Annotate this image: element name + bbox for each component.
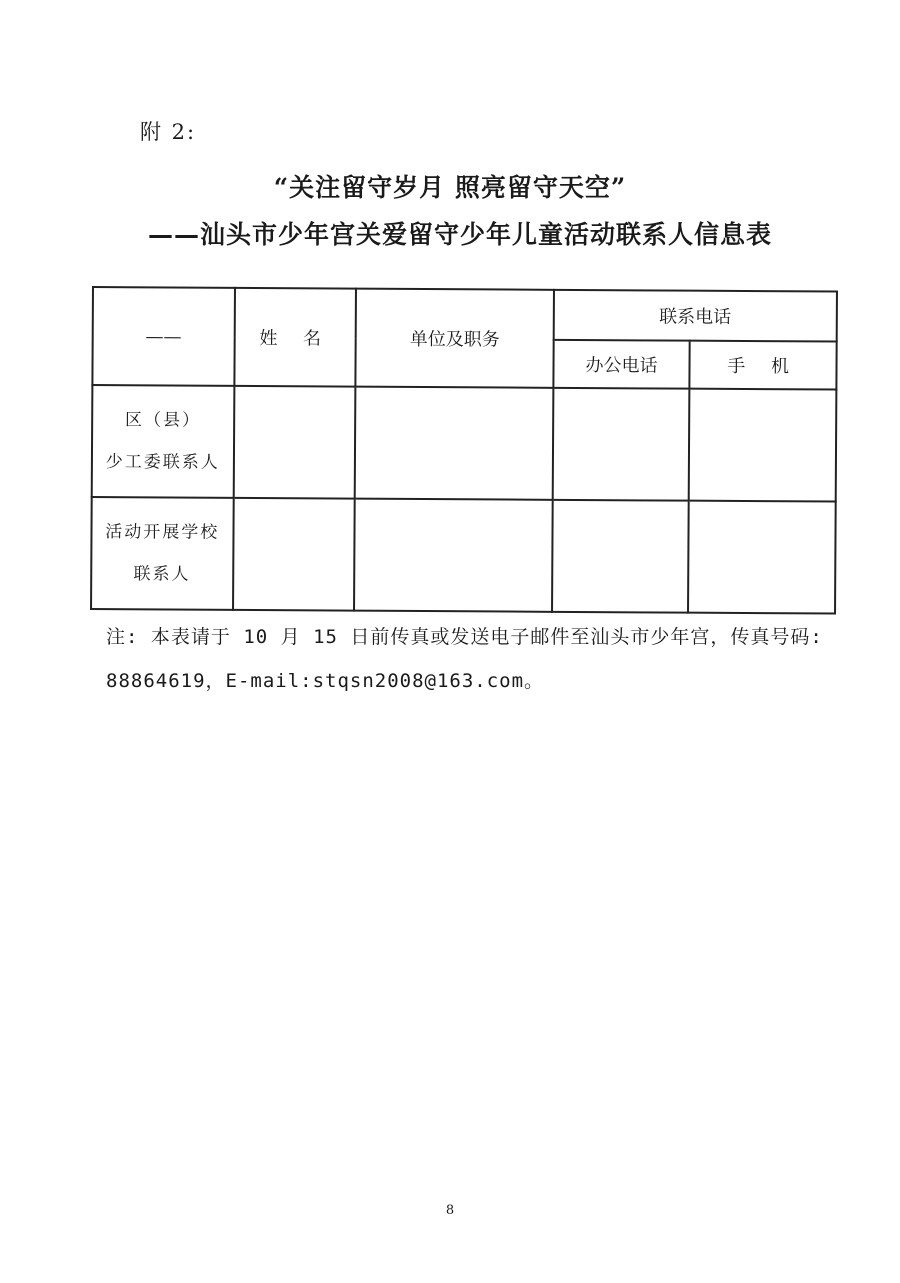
header-name-cell <box>234 288 356 387</box>
row-label-line2: 少工委联系人 <box>105 452 220 473</box>
header-unit-position-cell <box>356 289 554 388</box>
header-contact-phone-cell <box>553 290 837 342</box>
mobile-field-cell[interactable] <box>689 389 836 502</box>
table-header-row <box>93 287 837 342</box>
note-line-1: 注: 本表请于 10 月 15 日前传真或发送电子邮件至汕头市少年宫，传真号码: <box>106 626 823 648</box>
page-number: 8 <box>445 1203 455 1218</box>
office-phone-field-cell[interactable] <box>552 500 689 613</box>
name-field-cell[interactable] <box>233 498 355 611</box>
mobile-field-cell[interactable] <box>688 501 835 614</box>
table-row <box>92 385 837 502</box>
row-label-line2: 联系人 <box>133 564 191 585</box>
name-field-cell[interactable] <box>233 386 355 499</box>
attachment-label: 附 2: <box>140 120 197 144</box>
document-title-line-2: ——汕头市少年宫关爱留守少年儿童活动联系人信息表 <box>147 220 772 249</box>
header-name: 姓 名 <box>259 328 332 350</box>
row-label-cell <box>91 497 233 610</box>
contact-info-table <box>90 286 838 615</box>
table-row <box>91 497 836 614</box>
header-mobile: 手 机 <box>727 355 800 378</box>
office-phone-field-cell[interactable] <box>552 388 689 501</box>
unit-position-field-cell[interactable] <box>354 499 552 612</box>
header-contact-phone: 联系电话 <box>659 306 732 328</box>
header-office-phone: 办公电话 <box>585 355 658 377</box>
table-corner-cell <box>92 287 234 386</box>
unit-position-field-cell[interactable] <box>355 387 553 500</box>
document-title-line-1: “关注留守岁月 照亮留守天空” <box>273 173 627 202</box>
header-office-phone-cell <box>553 340 690 389</box>
corner-label: —— <box>145 325 182 348</box>
header-unit-position: 单位及职务 <box>409 328 500 351</box>
row-label-line1: 活动开展学校 <box>105 522 220 543</box>
note-line-2: 88864619，E-mail:stqsn2008@163.com。 <box>106 670 545 692</box>
row-label-cell <box>92 385 234 498</box>
row-label-line1: 区（县） <box>124 410 202 431</box>
header-mobile-cell <box>690 341 837 390</box>
